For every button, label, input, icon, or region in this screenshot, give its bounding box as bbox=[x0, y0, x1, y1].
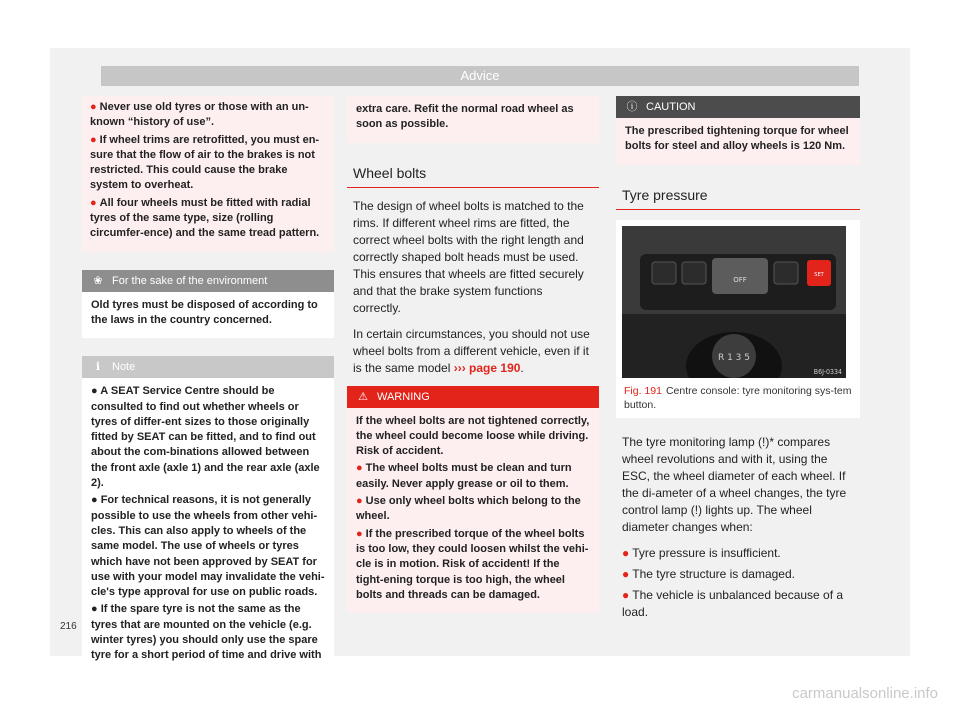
bullet-icon: ● bbox=[622, 545, 630, 560]
warning-box-body: If the wheel bolts are not tightened correctly, the wheel could become loose while driving. Risk of accident. ● The wheel bolts must be clean and turn easily. Never apply grease or oil to them. ● Use only wheel bolts which belong to the wheel. ● If the prescribed torque of the wheel bolts is too low, they could loosen whilst the vehi-cle is in motion. Risk of accident! If the tight-ening torque is too high, the wheel bolts and threads can be damaged. bbox=[347, 408, 599, 614]
bullet-icon: ● bbox=[91, 603, 101, 616]
page-link[interactable]: ››› page 190 bbox=[453, 360, 521, 375]
warning-item: ● Use only wheel bolts which belong to the wheel. bbox=[356, 495, 581, 523]
bullet-icon: ● bbox=[622, 566, 630, 581]
svg-text:OFF: OFF bbox=[733, 275, 747, 284]
warning-box bbox=[347, 386, 599, 614]
note-box-header: ℹ Note bbox=[82, 356, 334, 378]
console-illustration bbox=[622, 226, 846, 378]
note-item: ● For technical reasons, it is not generally possible to use the wheels from other vehi-cles. This can also apply to wheels of the same model. The use of wheels or tyres which have not been approved by SEAT for use with your model may invalidate the vehi-cle's type approval for use on public roads. bbox=[91, 494, 325, 599]
column-left bbox=[82, 96, 334, 692]
figure-191 bbox=[616, 220, 860, 418]
note-icon: ℹ bbox=[95, 361, 101, 374]
bullet-icon: ● bbox=[91, 385, 101, 398]
warning-item: ● The wheel bolts must be clean and turn easily. Never apply grease or oil to them. bbox=[356, 462, 572, 490]
svg-text:SET: SET bbox=[814, 271, 824, 278]
bullet-icon: ● bbox=[90, 101, 97, 113]
note-item: ● A SEAT Service Centre should be consulted to find out whether wheels or tyres of differ-ent sizes to those originally fitted by SEAT can be fitted, and to find out about the com-binations allowed between the front axle (axle 1) and the rear axle (axle 2). bbox=[91, 385, 320, 490]
note-box bbox=[82, 356, 334, 673]
warning-icon: ⚠ bbox=[358, 390, 368, 403]
centre-console-photo bbox=[622, 226, 846, 378]
advice-item: ● All four wheels must be fitted with radial tyres of the same type, size (rolling circumfer-ence) and the same tread pattern. bbox=[90, 196, 320, 240]
section-heading-wrap bbox=[347, 165, 599, 188]
image-code: B6J-0334 bbox=[813, 367, 842, 376]
section-heading-wrap bbox=[616, 187, 860, 210]
svg-text:R 1 3 5: R 1 3 5 bbox=[717, 352, 751, 363]
tyre-item: ● Tyre pressure is insufficient. bbox=[622, 545, 781, 560]
column-right bbox=[616, 96, 860, 625]
caution-box-header: ⓘ CAUTION bbox=[616, 96, 860, 118]
bullet-icon: ● bbox=[356, 495, 363, 508]
warning-box-header: ⚠ WARNING bbox=[347, 386, 599, 408]
environment-icon: ❀ bbox=[93, 274, 103, 287]
figure-caption: Fig. 191 Centre console: tyre monitoring sys-tem button. bbox=[624, 384, 852, 411]
tyre-pressure-body: The tyre monitoring lamp (!)* compares wheel revolutions and with it, using the ESC, the wheel diameter of each wheel. If the di-ameter of a wheel changes, the tyre control lamp (!) lights up. The wheel diameter changes when: ● Tyre pressure is insufficient. ● The tyre structure is damaged. ● The vehicle is unbalanced because of a load. bbox=[616, 434, 860, 621]
caution-box bbox=[616, 96, 860, 165]
tyre-item: ● The tyre structure is damaged. bbox=[622, 566, 795, 581]
bullet-icon: ● bbox=[622, 587, 630, 602]
advice-continued-box: extra care. Refit the normal road wheel as soon as possible. bbox=[347, 96, 599, 143]
page-number: 216 bbox=[60, 621, 77, 632]
environment-box bbox=[82, 270, 334, 339]
bullet-icon: ● bbox=[356, 462, 363, 475]
bullet-icon: ● bbox=[356, 527, 363, 540]
wheel-bolts-para2: In certain circumstances, you should not use wheel bolts from a different vehicle, even if it is the same model ››› page 190. bbox=[353, 326, 590, 375]
watermark: carmanualsonline.info bbox=[792, 685, 938, 702]
note-box-body bbox=[82, 378, 334, 673]
environment-box-header: ❀ For the sake of the environment bbox=[82, 270, 334, 292]
caution-box-body: The prescribed tightening torque for wheel bolts for steel and alloy wheels is 120 Nm. bbox=[616, 118, 860, 165]
section-title-tyre-pressure: Tyre pressure bbox=[622, 186, 708, 203]
environment-box-body: Old tyres must be disposed of according to the laws in the country concerned. bbox=[82, 292, 334, 339]
column-middle bbox=[347, 96, 599, 631]
advice-item: ● Never use old tyres or those with an un-known “history of use”. bbox=[90, 101, 309, 129]
note-item: ● If the spare tyre is not the same as the tyres that are mounted on the vehicle (e.g. winter tyres) you should only use the spare tyre for a short period of time and drive with bbox=[91, 603, 322, 662]
advice-box bbox=[82, 96, 334, 252]
caution-icon: ⓘ bbox=[626, 101, 638, 113]
page-header: Advice bbox=[101, 66, 859, 86]
section-title-wheel-bolts: Wheel bolts bbox=[353, 164, 427, 181]
bullet-icon: ● bbox=[90, 133, 97, 146]
wheel-bolts-body: The design of wheel bolts is matched to the rims. If different wheel rims are fitted, the correct wheel bolts with the right length and correctly shaped bolt heads must be used. This ensures that wheels are fitted securely and that the brake system functions correctly. In certain circumstances, you should not use wheel bolts from a different vehicle, even if it is the same model ››› page 190. bbox=[347, 198, 599, 377]
bullet-icon: ● bbox=[91, 494, 101, 507]
tyre-item: ● The vehicle is unbalanced because of a load. bbox=[622, 587, 844, 619]
warning-item: ● If the prescribed torque of the wheel bolts is too low, they could loosen whilst the vehi-cle is in motion. Risk of accident! If the tight-ening torque is too high, the wheel bolts and threads can be damaged. bbox=[356, 527, 589, 601]
bullet-icon: ● bbox=[90, 196, 97, 209]
advice-item: ● If wheel trims are retrofitted, you must en-sure that the flow of air to the brakes is not restricted. This could cause the brake system to overheat. bbox=[90, 133, 320, 192]
